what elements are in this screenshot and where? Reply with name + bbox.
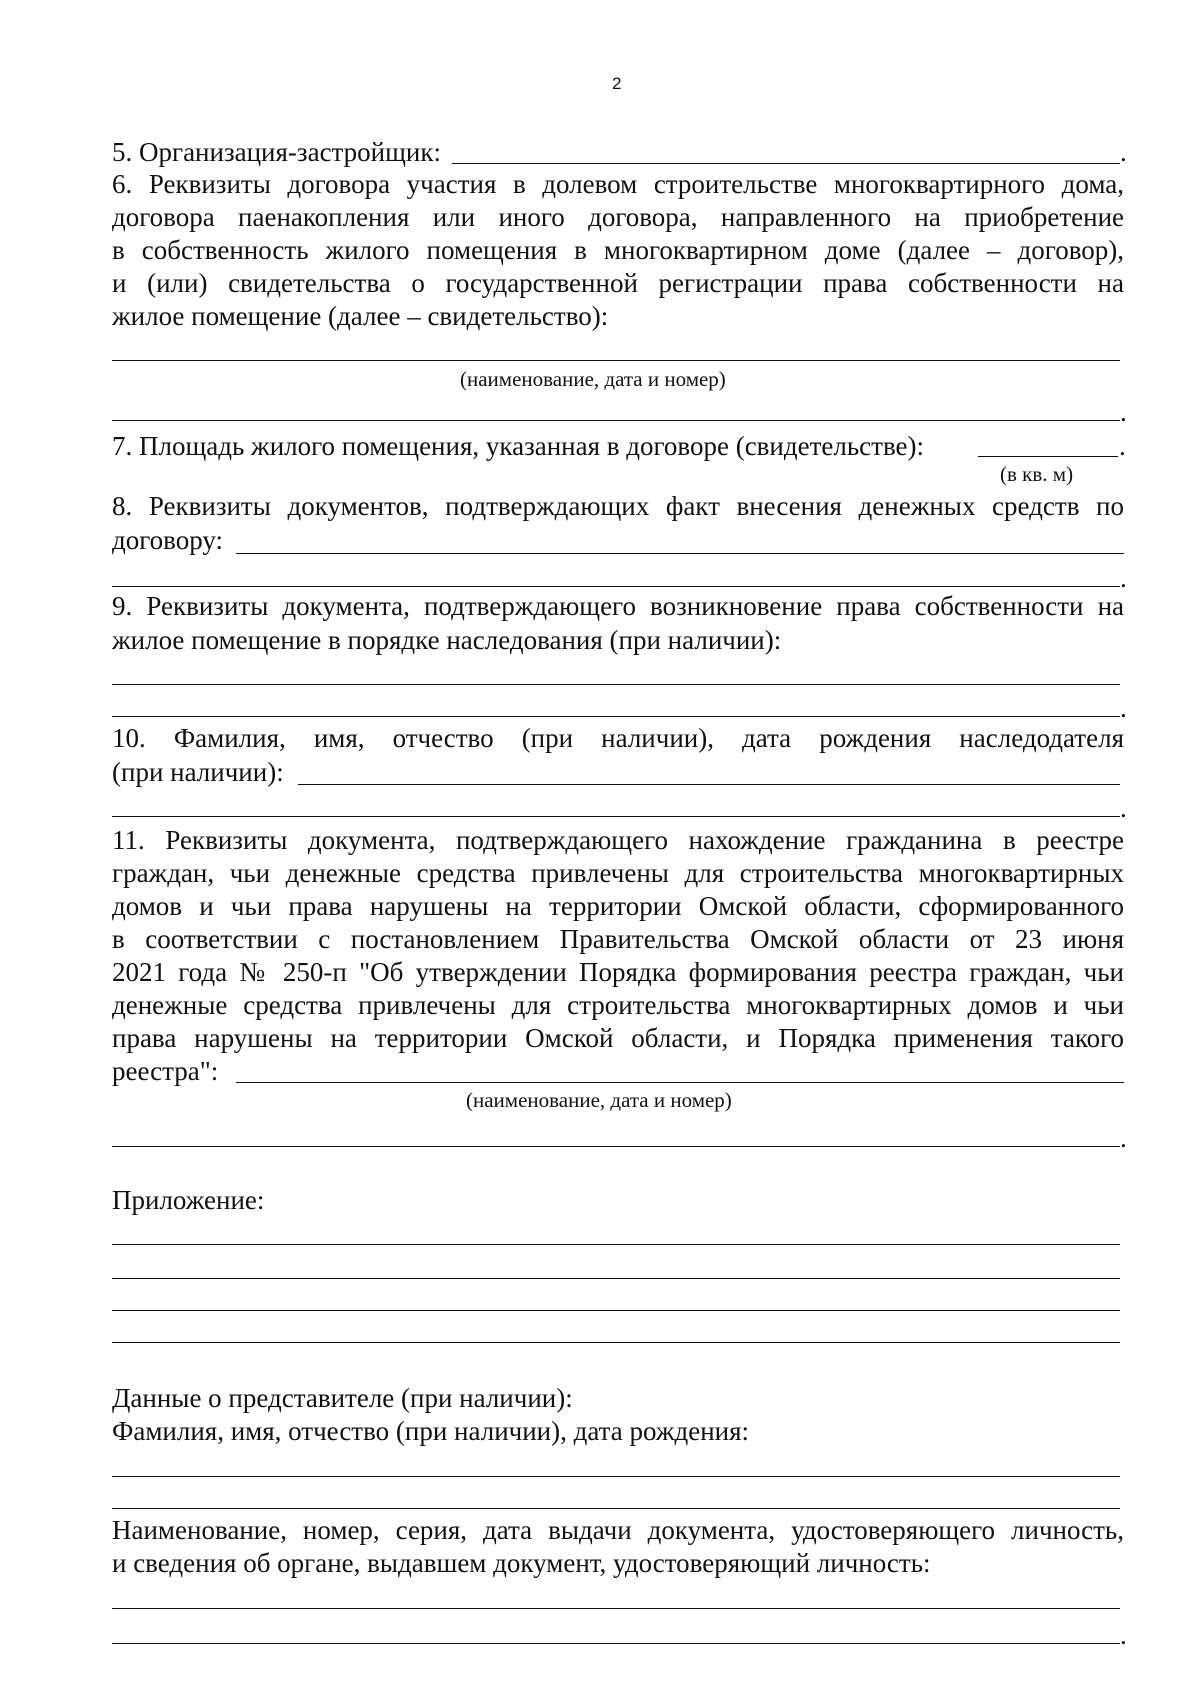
- representative-doc-blank-2[interactable]: [112, 1643, 1120, 1644]
- caption-name-date-number: (наименование, дата и номер): [460, 367, 726, 391]
- payment-docs-line-1[interactable]: [236, 553, 1124, 554]
- item-11-line-5: 2021 года № 250-п "Об утверждении Порядка формирования реестра граждан, чьи: [112, 957, 1124, 987]
- item-6-line-3: в собственность жилого помещения в многоквартирном доме (далее – договор),: [112, 235, 1124, 265]
- representative-title: Данные о представителе (при наличии):: [112, 1383, 573, 1413]
- representative-doc-line-1: Наименование, номер, серия, дата выдачи документа, удостоверяющего личность,: [112, 1515, 1124, 1545]
- item-6-line-4: и (или) свидетельства о государственной регистрации права собственности на: [112, 268, 1124, 298]
- representative-fio-line-2[interactable]: [112, 1508, 1120, 1509]
- representative-fio-label: Фамилия, имя, отчество (при наличии), дата рождения:: [112, 1416, 750, 1446]
- representative-doc-line-2: и сведения об органе, выдавшем документ, удостоверяющий личность:: [112, 1548, 931, 1578]
- contract-details-line-1[interactable]: [112, 360, 1120, 361]
- item-8-line-1: 8. Реквизиты документов, подтверждающих факт внесения денежных средств по: [112, 491, 1124, 521]
- representative-doc-blank-1[interactable]: [112, 1608, 1120, 1609]
- period: .: [1119, 431, 1126, 461]
- unit-sqm-caption: (в кв. м): [1000, 462, 1074, 486]
- item-6-line-5: жилое помещение (далее – свидетельство):: [112, 301, 609, 331]
- contract-details-line-2[interactable]: [112, 420, 1120, 421]
- period: .: [1120, 137, 1127, 167]
- item-11-line-8: реестра":: [112, 1056, 219, 1086]
- inheritance-docs-line-1[interactable]: [112, 684, 1120, 685]
- appendix-label: Приложение:: [112, 1185, 265, 1215]
- item-11-line-7: права нарушены на территории Омской области, и Порядка применения такого: [112, 1023, 1124, 1053]
- item-9-line-2: жилое помещение в порядке наследования (при наличии):: [112, 625, 782, 655]
- item-10-line-1: 10. Фамилия, имя, отчество (при наличии), дата рождения наследодателя: [112, 723, 1124, 753]
- item-8-line-2: договору:: [112, 525, 223, 555]
- period: .: [1120, 563, 1127, 593]
- item-11-line-1: 11. Реквизиты документа, подтверждающего нахождение гражданина в реестре: [112, 825, 1124, 855]
- appendix-line-3[interactable]: [112, 1310, 1120, 1311]
- item-9-line-1: 9. Реквизиты документа, подтверждающего возникновение права собственности на: [112, 591, 1124, 621]
- period: .: [1120, 397, 1127, 427]
- item-5-label: 5. Организация-застройщик:: [112, 137, 441, 167]
- period: .: [1120, 693, 1127, 723]
- appendix-line-1[interactable]: [112, 1244, 1120, 1245]
- appendix-line-2[interactable]: [112, 1278, 1120, 1279]
- page-number: 2: [612, 74, 622, 93]
- inheritance-docs-line-2[interactable]: [112, 716, 1120, 717]
- representative-fio-line-1[interactable]: [112, 1476, 1120, 1477]
- testator-line-1[interactable]: [298, 784, 1120, 785]
- caption-name-date-number: (наименование, дата и номер): [466, 1088, 732, 1112]
- payment-docs-line-2[interactable]: [112, 586, 1120, 587]
- item-11-line-4: в соответствии с постановлением Правительства Омской области от 23 июня: [112, 924, 1124, 954]
- item-6-line-1: 6. Реквизиты договора участия в долевом строительстве многоквартирного дома,: [112, 169, 1124, 199]
- area-blank-line[interactable]: [978, 456, 1118, 457]
- period: .: [1120, 1620, 1127, 1650]
- item-11-line-3: домов и чьи права нарушены на территории Омской области, сформированного: [112, 891, 1124, 921]
- item-10-line-2: (при наличии):: [112, 757, 284, 787]
- item-11-line-2: граждан, чьи денежные средства привлечены для строительства многоквартирных: [112, 858, 1124, 888]
- registry-docs-line-1[interactable]: [236, 1082, 1124, 1083]
- testator-line-2[interactable]: [112, 816, 1120, 817]
- item-7-label: 7. Площадь жилого помещения, указанная в договоре (свидетельстве):: [112, 431, 925, 461]
- developer-blank-line[interactable]: [452, 163, 1120, 164]
- period: .: [1120, 1123, 1127, 1153]
- registry-docs-line-2[interactable]: [112, 1146, 1120, 1147]
- item-6-line-2: договора паенакопления или иного договора, направленного на приобретение: [112, 202, 1124, 232]
- appendix-line-4[interactable]: [112, 1342, 1120, 1343]
- item-11-line-6: денежные средства привлечены для строительства многоквартирных домов и чьи: [112, 990, 1124, 1020]
- period: .: [1120, 793, 1127, 823]
